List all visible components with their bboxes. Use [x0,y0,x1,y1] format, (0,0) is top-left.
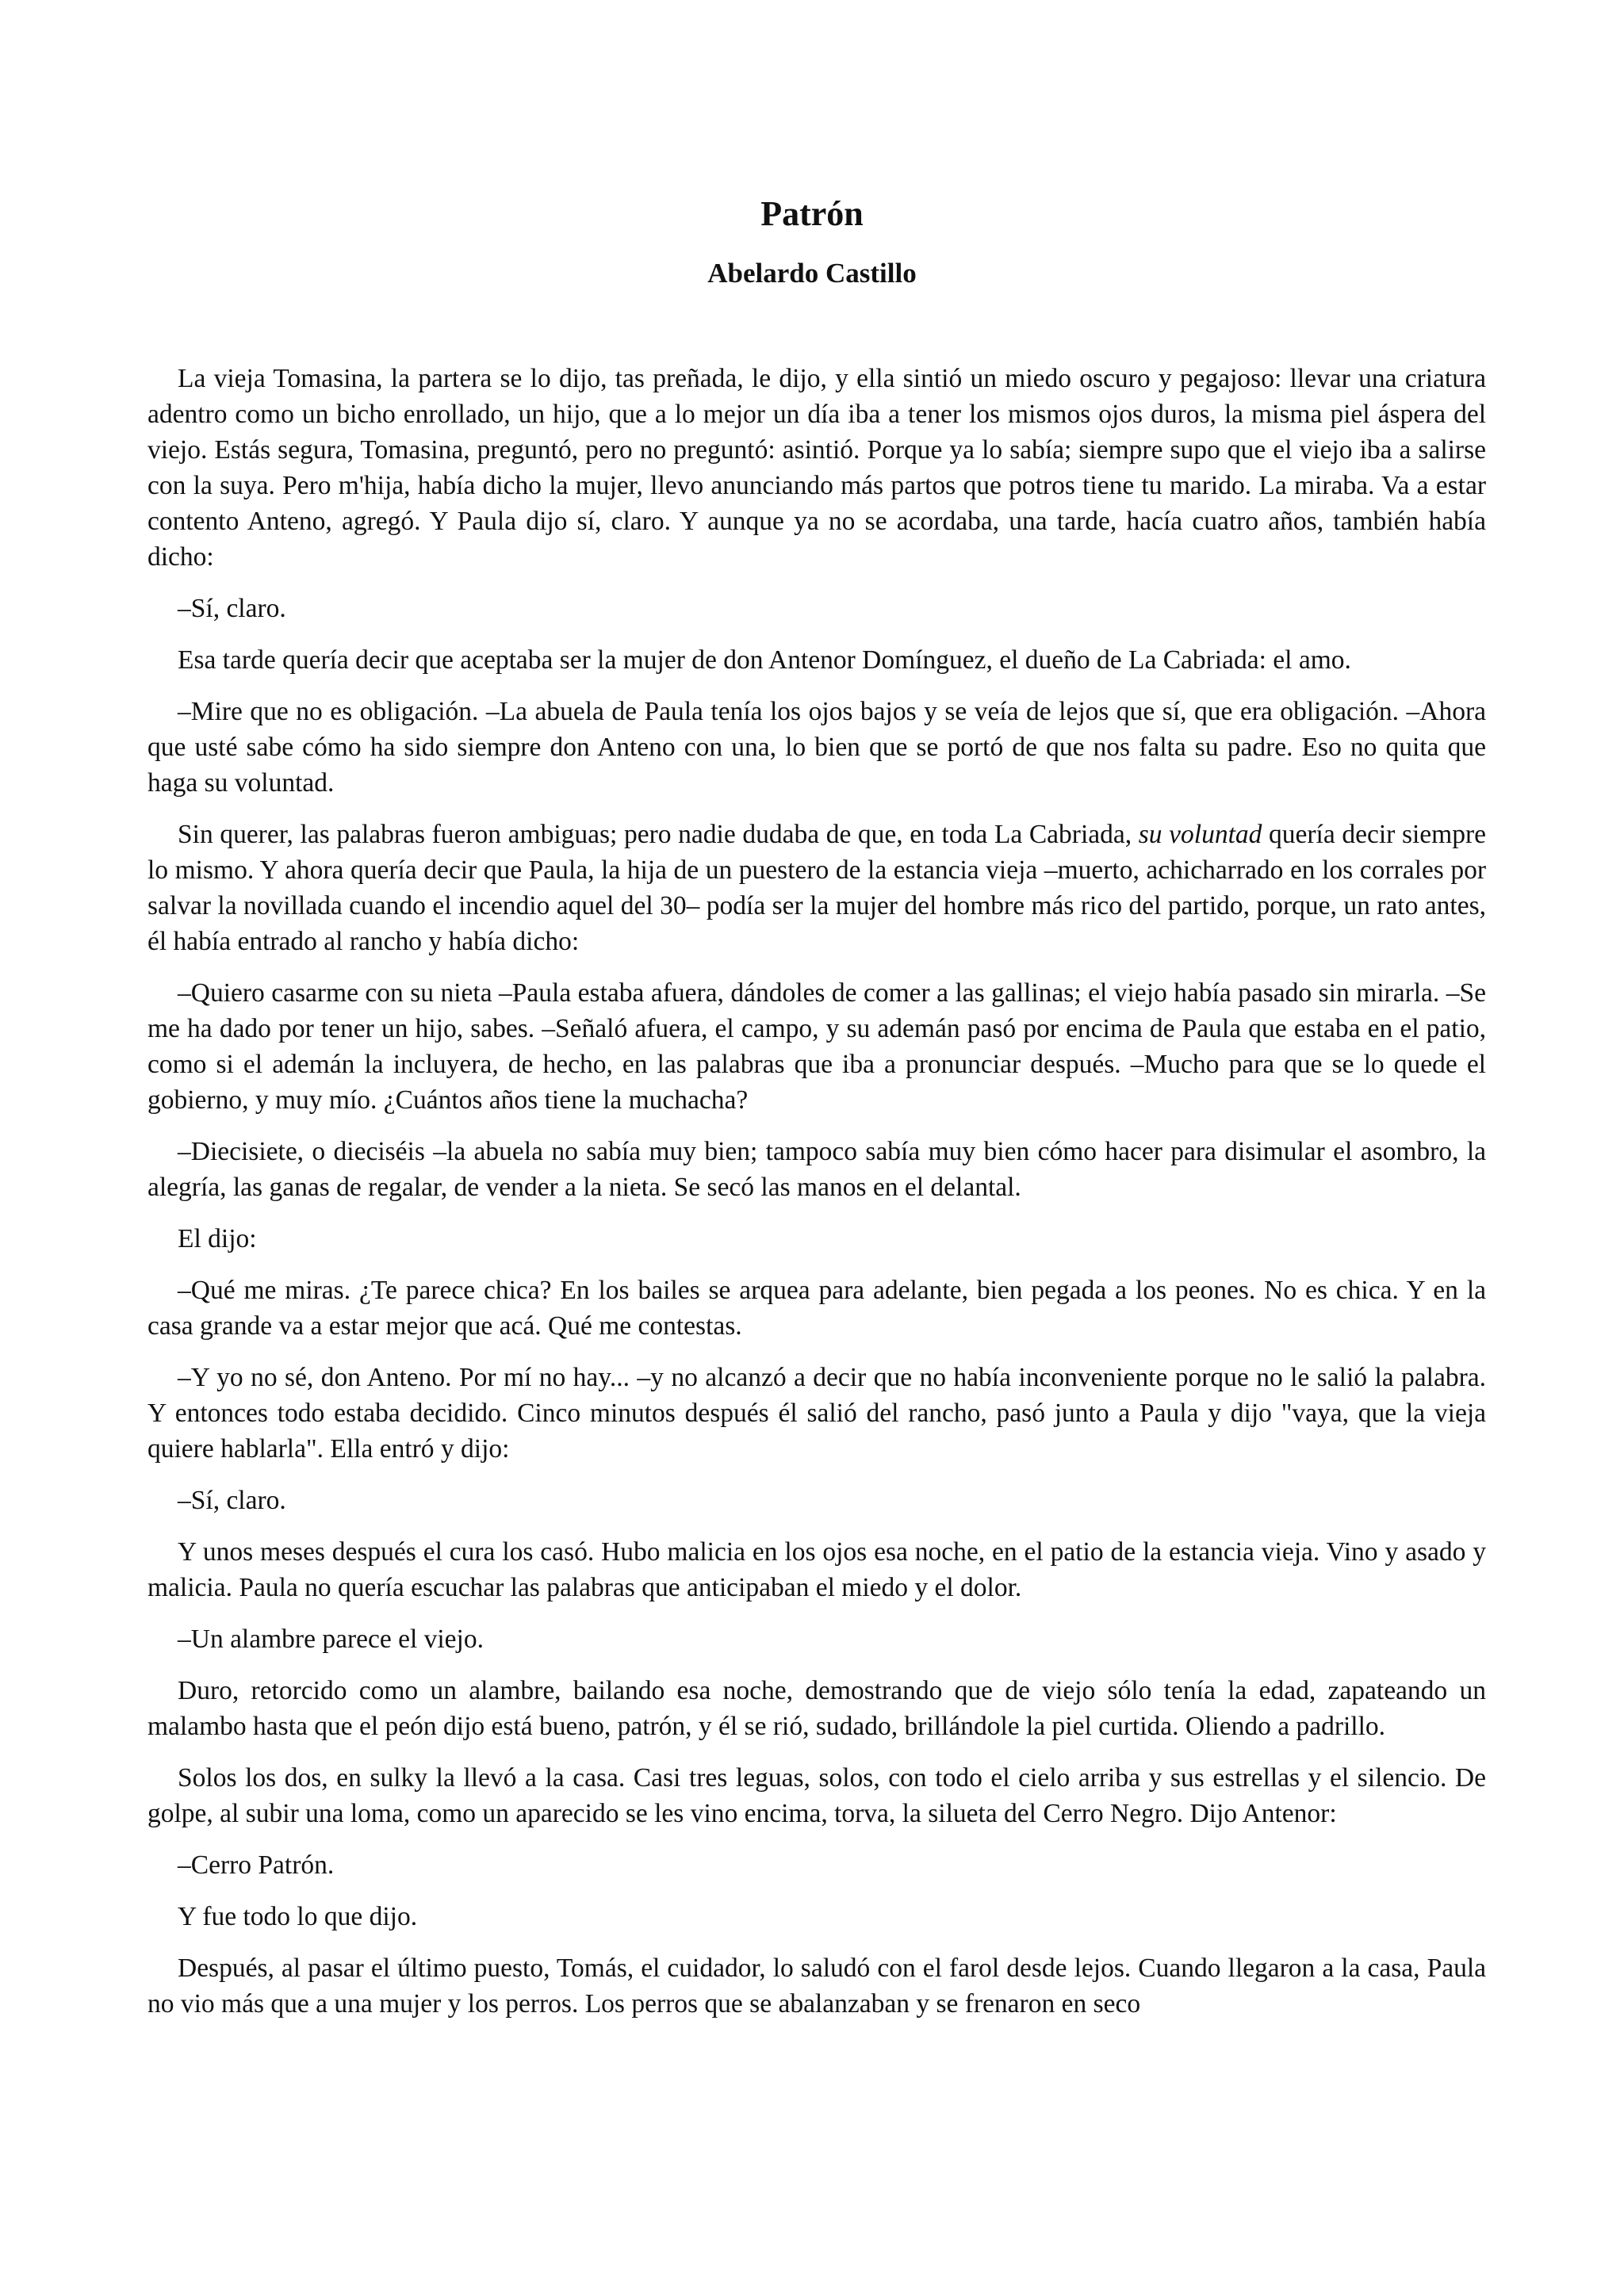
story-title: Patrón [760,194,864,233]
paragraph: –Un alambre parece el viejo. [178,1624,484,1654]
paragraph: Solos los dos, en sulky la llevó a la casa. Casi tres leguas, solos, con todo el cielo arriba y sus estrellas y el silencio. De golpe, al subir una loma, como un aparecido se les vino encima, torva, la silueta del Cerro Negro. Dijo Antenor: [147,1763,1486,1828]
paragraph: –Qué me miras. ¿Te parece chica? En los bailes se arquea para adelante, bien pegada a los peones. No es chica. Y en la casa grande va a estar mejor que acá. Qué me contestas. [147,1276,1486,1341]
paragraph: Después, al pasar el último puesto, Tomás, el cuidador, lo saludó con el farol desde lejos. Cuando llegaron a la casa, Paula no vio más que a una mujer y los perros. Los perros que se abalanzaban y se frenaron en seco [147,1954,1486,2019]
paragraph: La vieja Tomasina, la partera se lo dijo, tas preñada, le dijo, y ella sintió un miedo oscuro y pegajoso: llevar una criatura adentro como un bicho enrollado, un hijo, que a lo mejor un día iba a tener los mismos ojos duros, la misma piel áspera del viejo. Estás segura, Tomasina, preguntó, pero no preguntó: asintió. Porque ya lo sabía; siempre supo que el viejo iba a salirse con la suya. Pero m'hija, había dicho la mujer, llevo anunciando más partos que potros tiene tu marido. La miraba. Va a estar contento Anteno, agregó. Y Paula dijo sí, claro. Y aunque ya no se acordaba, una tarde, hacía cuatro años, también había dicho: [147,364,1486,572]
paragraph-text: Sin querer, las palabras fueron ambiguas; pero nadie dudaba de que, en toda La Cabriada, [178,820,1139,849]
story-author: Abelardo Castillo [707,258,917,289]
paragraph: –Y yo no sé, don Anteno. Por mí no hay... –y no alcanzó a decir que no había inconveniente porque no le salió la palabra. Y entonces todo estaba decidido. Cinco minutos después él salió del rancho, pasó junto a Paula y dijo "vaya, que la vieja quiere hablarla". Ella entró y dijo: [147,1363,1486,1464]
paragraph: Y unos meses después el cura los casó. Hubo malicia en los ojos esa noche, en el patio de la estancia vieja. Vino y asado y malicia. Paula no quería escuchar las palabras que anticipaban el miedo y el dolor. [147,1537,1486,1602]
paragraph [147,817,1486,959]
paragraph: –Sí, claro. [178,1486,286,1515]
paragraph: –Diecisiete, o dieciséis –la abuela no sabía muy bien; tampoco sabía muy bien cómo hacer para disimular el asombro, la alegría, las ganas de regalar, de vender a la nieta. Se secó las manos en el delantal. [147,1137,1486,1202]
paragraph: Esa tarde quería decir que aceptaba ser la mujer de don Antenor Domínguez, el dueño de La Cabriada: el amo. [178,645,1351,675]
paragraph: –Mire que no es obligación. –La abuela de Paula tenía los ojos bajos y se veía de lejos que sí, que era obligación. –Ahora que usté sabe cómo ha sido siempre don Anteno con una, lo bien que se portó de que nos falta su padre. Eso no quita que haga su voluntad. [147,697,1486,798]
paragraph-text: quería decir siempre lo mismo. Y ahora quería decir que Paula, la hija de un puestero de la estancia vieja –muerto, achicharrado en los corrales por salvar la novillada cuando el incendio aquel del 30– podía ser la mujer del hombre más rico del partido, porque, un rato antes, él había entrado al rancho y había dicho: [147,820,1486,956]
paragraph: –Sí, claro. [178,594,286,623]
paragraph: El dijo: [178,1224,257,1253]
emphasis-text: su voluntad [1138,820,1262,849]
story-body [147,361,1486,2038]
paragraph: Y fue todo lo que dijo. [178,1902,418,1931]
paragraph: –Quiero casarme con su nieta –Paula estaba afuera, dándoles de comer a las gallinas; el viejo había pasado sin mirarla. –Se me ha dado por tener un hijo, sabes. –Señaló afuera, el campo, y su ademán pasó por encima de Paula que estaba en el patio, como si el ademán la incluyera, de hecho, en las palabras que iba a pronunciar después. –Mucho para que se lo quede el gobierno, y muy mío. ¿Cuántos años tiene la muchacha? [147,978,1486,1115]
paragraph: –Cerro Patrón. [178,1850,335,1880]
paragraph: Duro, retorcido como un alambre, bailando esa noche, demostrando que de viejo sólo tenía la edad, zapateando un malambo hasta que el peón dijo está bueno, patrón, y él se rió, sudado, brillándole la piel curtida. Oliendo a padrillo. [147,1676,1486,1741]
